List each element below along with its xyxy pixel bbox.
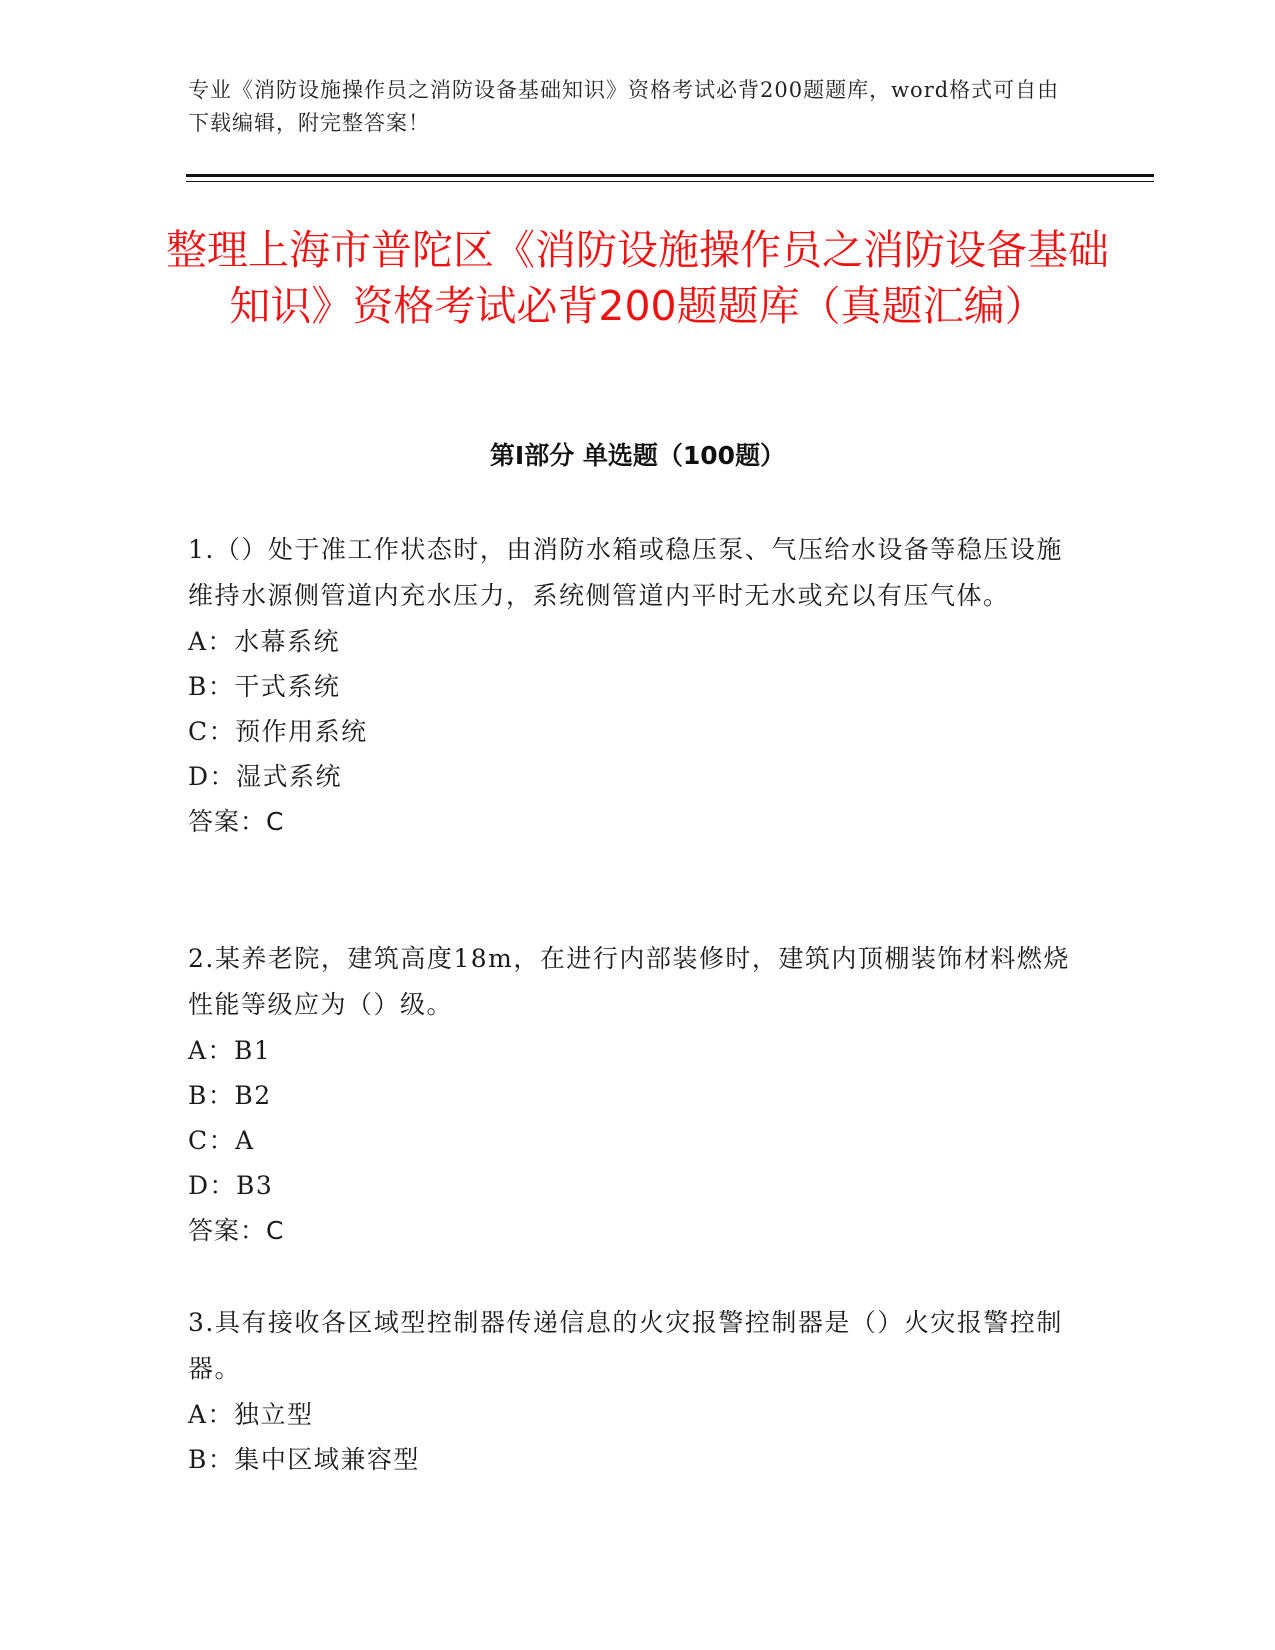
document-title: 整理上海市普陀区《消防设施操作员之消防设备基础知识》资格考试必背200题题库（真题汇编）	[166, 226, 1109, 330]
question-1	[188, 527, 1088, 845]
header-note: 专业《消防设施操作员之消防设备基础知识》资格考试必背200题题库，word格式可自由下载编辑，附完整答案！	[188, 78, 1060, 135]
header-divider-thick	[186, 174, 1154, 177]
header-divider-thin	[186, 181, 1154, 182]
option-a: A：水幕系统	[188, 627, 341, 656]
question-stem: 3.具有接收各区域型控制器传递信息的火灾报警控制器是（）火灾报警控制器。	[188, 1308, 1063, 1383]
option-b: B：集中区域兼容型	[188, 1445, 420, 1474]
answer: 答案：C	[188, 807, 285, 836]
option-d: D：B3	[188, 1171, 274, 1200]
option-b: B：干式系统	[188, 672, 341, 701]
option-b: B：B2	[188, 1081, 272, 1110]
question-3	[188, 1300, 1088, 1482]
answer: 答案：C	[188, 1216, 285, 1245]
question-2	[188, 936, 1088, 1254]
section-heading: 第I部分 单选题（100题）	[489, 441, 786, 470]
option-a: A：B1	[188, 1036, 272, 1065]
option-c: C：预作用系统	[188, 717, 368, 746]
option-c: C：A	[188, 1126, 255, 1155]
question-stem: 1.（）处于准工作状态时，由消防水箱或稳压泵、气压给水设备等稳压设施维持水源侧管道内充水压力，系统侧管道内平时无水或充以有压气体。	[188, 535, 1063, 610]
question-stem: 2.某养老院，建筑高度18m，在进行内部装修时，建筑内顶棚装饰材料燃烧性能等级应为（）级。	[188, 944, 1070, 1019]
option-d: D：湿式系统	[188, 762, 343, 791]
option-a: A：独立型	[188, 1400, 314, 1429]
